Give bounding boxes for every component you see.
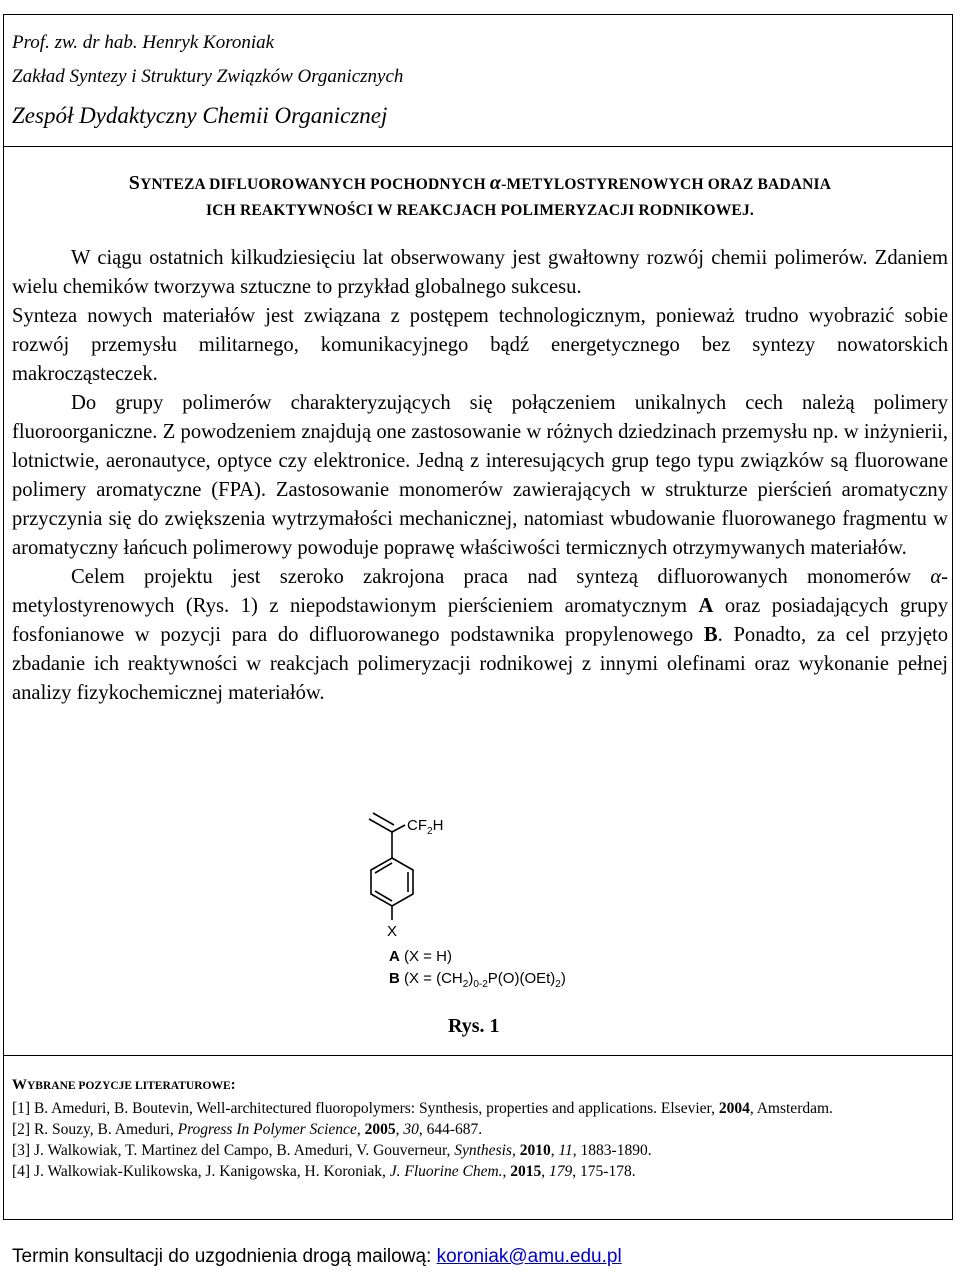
ref3-journal: Synthesis [454, 1142, 512, 1159]
ref2-end: , 644-687. [418, 1121, 483, 1138]
references-divider [3, 1055, 953, 1056]
title-part-a: YNTEZA DIFLUOROWANYCH POCHODNYCH [140, 176, 490, 193]
ref3-year: 2010 [519, 1142, 551, 1159]
ref4-year: 2015 [510, 1163, 542, 1180]
p3-text-b: -metylostyrenowych (Rys. 1) z niepodstawionym pierścieniem aromatycznym [12, 566, 948, 617]
cf2h-label: $CF_2H$ [407, 817, 444, 837]
ref3-end: , 1883-1890. [572, 1142, 652, 1159]
ref2-sep1: , [356, 1121, 365, 1138]
p3-text-a: Celem projektu jest szeroko zakrojona praca nad syntezą difluorowanych monomerów [71, 566, 931, 588]
p3-alpha: α [930, 566, 942, 588]
paragraph-2: Do grupy polimerów charakteryzujących się połączeniem unikalnych cech należą polimery fluoroorganiczne. Z powodzeniem znajdują one zastosowanie w różnych dziedzinach przemysłu np. w inżynierii, lotnictwie, aeronautyce, optyce czy elektronice. Jedną z interesujących grup tego typu związków są fluorowane polimery aromatyczne (FPA). Zastosowanie monomerów zawierających w strukturze pierścień aromatyczny przyczynia się do zwiększenia wytrzymałości mechanicznej, natomiast wbudowanie fluorowanego fragmentu w aromatyczny łańcuch polimerowy powoduje poprawę właściwości termicznych otrzymywanych materiałów. [12, 392, 948, 559]
reference-2 [12, 1119, 946, 1140]
caption-b-label: B [389, 970, 400, 987]
ref-heading-text: YBRANE POZYCJE LITERATUROWE [27, 1080, 231, 1092]
title-line-1 [20, 170, 940, 198]
ref2-volume: 30 [403, 1121, 419, 1138]
team-line: Zespół Dydaktyczny Chemii Organicznej [12, 103, 388, 128]
ref2-year: 2005 [364, 1121, 396, 1138]
caption-b-text-1: (X = (CH [399, 970, 463, 987]
figure-caption: Rys. 1 [448, 1015, 500, 1037]
p3-text-d: . Ponadto, za cel przyjęto zbadanie ich reaktywności w reakcjach polimeryzacji rodnikowej z innymi olefinami oraz wykonanie pełnej analizy fizykochemicznej materiałów. [12, 624, 948, 704]
ref3-volume: 11 [558, 1142, 573, 1159]
ref3-sep2: , [550, 1142, 559, 1159]
caption-b-text-2: ) [468, 970, 474, 987]
department-line: Zakład Syntezy i Struktury Związków Organicznych [12, 66, 404, 87]
caption-b-sub-2: 0-2 [473, 979, 488, 990]
caption-b-text-3: P(O)(OEt) [487, 970, 556, 987]
caption-b-sub-3: 2 [555, 979, 561, 990]
cf2h-bond [392, 825, 405, 832]
references-heading [12, 1077, 236, 1094]
caption-b-text-4: ) [560, 970, 566, 987]
ref3-authors: [3] J. Walkowiak, T. Martinez del Campo, B. Ameduri, V. Gouverneur, [12, 1142, 455, 1159]
paragraph-1: W ciągu ostatnich kilkudziesięciu lat obserwowany jest gwałtowny rozwój chemii polimerów. Zdaniem wielu chemików tworzywa sztuczne to przykład globalnego sukcesu. [12, 247, 948, 298]
ref3-sep1: , [511, 1142, 520, 1159]
p3-compound-b: B [703, 624, 718, 646]
ref-heading-cap: W [12, 1077, 27, 1093]
footer-contact [12, 1246, 622, 1268]
ring-inner-bond-2 [375, 891, 392, 901]
caption-b-sub-1: 2 [462, 979, 469, 990]
document-title [20, 170, 940, 224]
reference-1 [12, 1098, 946, 1119]
ref2-sep2: , [395, 1121, 404, 1138]
ref4-volume: 179 [549, 1163, 573, 1180]
reference-4 [12, 1161, 946, 1182]
title-capital: S [128, 172, 141, 194]
title-alpha: α [489, 172, 502, 194]
ref1-end: , Amsterdam. [749, 1100, 833, 1117]
author-line: Prof. zw. dr hab. Henryk Koroniak [12, 32, 275, 53]
ring-inner-bond-3 [375, 863, 392, 873]
ref1-year: 2004 [718, 1100, 750, 1117]
x-label: X [387, 923, 398, 940]
ref1-text: [1] B. Ameduri, B. Boutevin, Well-architectured fluoropolymers: Synthesis, properties and applications. Elsevier, [12, 1100, 719, 1117]
paragraph-1b: Synteza nowych materiałów jest związana z postępem technologicznym, ponieważ trudno wyobrazić sobie rozwój przemysłu militarnego, komunikacyjnego bądź energetycznego bez syntezy nowatorskich makrocząsteczek. [12, 305, 948, 385]
ref4-sep1: , [502, 1163, 511, 1180]
title-line-2: ICH REAKTYWNOŚCI W REAKCJACH POLIMERYZACJI RODNIKOWEJ. [206, 202, 754, 219]
caption-a-text: (X = H) [399, 948, 452, 965]
reference-3 [12, 1140, 946, 1161]
title-part-b: -METYLOSTYRENOWYCH ORAZ BADANIA [501, 176, 832, 193]
body-text [12, 244, 948, 708]
p3-text-c: oraz posiadających grupy fosfonianowe w pozycji para do difluorowanego podstawnika propylenowego [12, 595, 948, 646]
reference-list [12, 1098, 946, 1182]
ref4-authors: [4] J. Walkowiak-Kulikowska, J. Kanigowska, H. Koroniak, [12, 1163, 390, 1180]
caption-a [389, 948, 452, 965]
ref2-journal: Progress In Polymer Science [177, 1121, 357, 1138]
caption-a-label: A [389, 948, 400, 965]
ref2-authors: [2] R. Souzy, B. Ameduri, [12, 1121, 178, 1138]
email-link[interactable]: koroniak@amu.edu.pl [436, 1246, 622, 1267]
ref4-end: , 175-178. [572, 1163, 636, 1180]
benzene-ring [371, 858, 413, 906]
header-divider [3, 146, 953, 147]
ref-heading-colon: : [230, 1077, 236, 1093]
ref4-journal: J. Fluorine Chem. [389, 1163, 503, 1180]
p3-compound-a: A [698, 595, 714, 617]
ref4-sep2: , [541, 1163, 550, 1180]
vinyl-bond-outer [369, 819, 392, 832]
paragraph-3 [12, 563, 948, 708]
footer-text: Termin konsultacji do uzgodnienia drogą mailową: [12, 1246, 437, 1267]
caption-b [389, 970, 566, 990]
